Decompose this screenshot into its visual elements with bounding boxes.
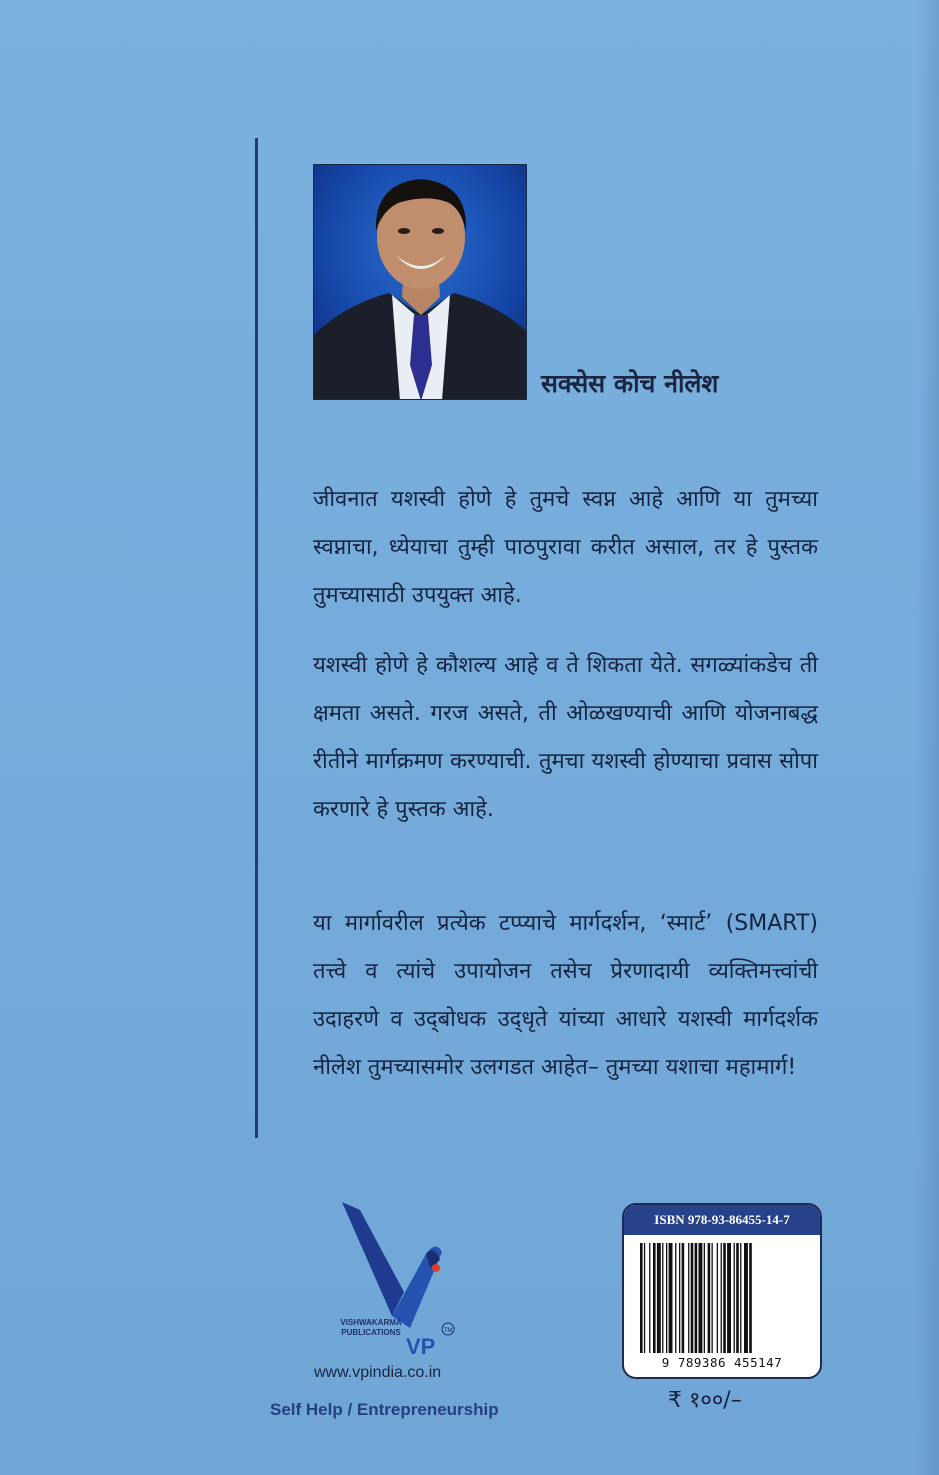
vp-publisher-logo xyxy=(330,1196,470,1366)
blurb-paragraph-3: या मार्गावरील प्रत्येक टप्प्याचे मार्गदर्शन, ‘स्मार्ट’ (SMART) तत्त्वे व त्यांचे उपायोजन तसेच प्रेरणादायी व्यक्तिमत्त्वांची उदाहरणे व उद्‌बोधक उद्‌धृते यांच्या आधारे यशस्वी मार्गदर्शक नीलेश तुमच्यासमोर उलगडत आहेत– तुमच्या यशाचा महामार्ग! xyxy=(313,911,818,1080)
blurb-paragraph-2: यशस्वी होणे हे कौशल्य आहे व ते शिकता येते. सगळ्यांकडेच ती क्षमता असते. गरज असते, ती ओळखण्याची आणि योजनाबद्ध रीतीने मार्गक्रमण करण्याची. तुमचा यशस्वी होण्याचा प्रवास सोपा करणारे हे पुस्तक आहे. xyxy=(313,653,818,822)
publisher-website: www.vpindia.co.in xyxy=(314,1364,442,1381)
cover-edge-shadow xyxy=(917,0,939,1475)
isbn-label: ISBN 978-93-86455-14-7 xyxy=(624,1205,820,1235)
isbn-barcode xyxy=(622,1203,822,1379)
publisher-name: VISHWAKARMA PUBLICATIONS xyxy=(340,1318,402,1337)
trademark-symbol: TM xyxy=(443,1328,453,1334)
vp-mark: VP xyxy=(406,1334,436,1359)
vertical-rule xyxy=(255,138,258,1138)
book-category: Self Help / Entrepreneurship xyxy=(270,1400,499,1419)
blurb-paragraph-1: जीवनात यशस्वी होणे हे तुमचे स्वप्न आहे आणि या तुमच्या स्वप्नाचा, ध्येयाचा तुम्ही पाठपुरावा करीत असाल, तर हे पुस्तक तुमच्यासाठी उपयुक्त आहे. xyxy=(313,487,818,608)
barcode-bars xyxy=(640,1243,804,1353)
price: ₹ १००/– xyxy=(668,1388,742,1413)
barcode-digits: 9 789386 455147 xyxy=(661,1355,783,1370)
author-photo xyxy=(313,164,527,400)
author-name: सक्सेस कोच नीलेश xyxy=(541,369,719,398)
